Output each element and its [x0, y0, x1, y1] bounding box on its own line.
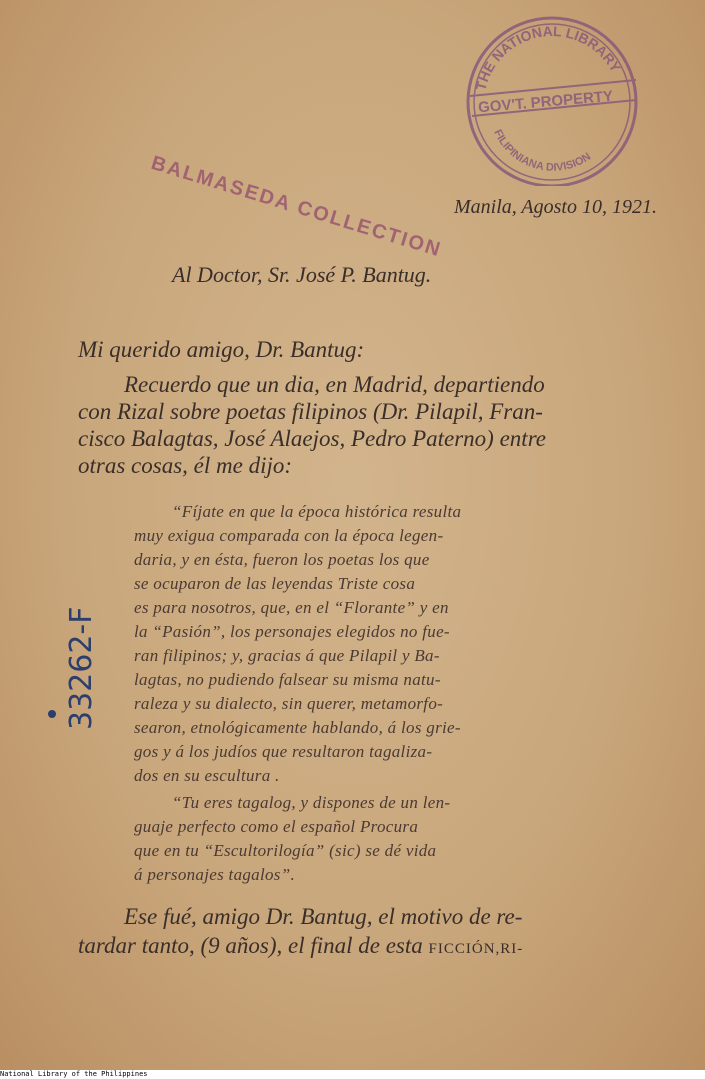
paragraph-line — [78, 933, 523, 959]
paragraph-line: cisco Balagtas, José Alaejos, Pedro Paterno) entre — [78, 426, 546, 451]
library-seal-stamp — [456, 8, 646, 186]
quote-line: ran filipinos; y, gracias á que Pilapil y Ba- — [134, 646, 440, 665]
collection-stamp: BALMASEDA COLLECTION — [148, 152, 445, 262]
quote-line: lagtas, no pudiendo falsear su misma natu- — [134, 670, 441, 689]
quote-line: que en tu “Escultorilogía” (sic) se dé vida — [134, 841, 437, 860]
call-number-annotation: 33262-F — [64, 606, 99, 730]
quote-line: searon, etnológicamente hablando, á los grie- — [134, 718, 461, 737]
paragraph-line: Ese fué, amigo Dr. Bantug, el motivo de re- — [124, 904, 523, 929]
paragraph-line: Recuerdo que un dia, en Madrid, departiendo — [124, 372, 545, 397]
seal-bottom-text: FILIPINIANA DIVISION — [491, 127, 594, 174]
letter-addressee: Al Doctor, Sr. José P. Bantug. — [172, 262, 432, 287]
quote-line: raleza y su dialecto, sin querer, metamorfo- — [134, 694, 444, 713]
quote-line: es para nosotros, que, en el “Florante” y en — [134, 598, 449, 617]
paragraph-line: otras cosas, él me dijo: — [78, 453, 293, 478]
quote-line: “Tu eres tagalog, y dispones de un len- — [172, 793, 451, 812]
paragraph-line: con Rizal sobre poetas filipinos (Dr. Pilapil, Fran- — [78, 399, 543, 424]
quote-line: gos y á los judíos que resultaron tagaliza- — [134, 742, 433, 761]
svg-text:FILIPINIANA DIVISION — [491, 128, 593, 174]
seal-top-text: THE NATIONAL LIBRARY — [472, 22, 625, 93]
seal-middle-text: GOV'T. PROPERTY — [477, 87, 614, 117]
paragraph-text: tardar tanto, (9 años), el final de esta — [78, 933, 423, 958]
letter-date: Manila, Agosto 10, 1921. — [454, 196, 657, 218]
quote-line: se ocuparon de las leyendas Triste cosa — [134, 574, 416, 593]
footer-credit: National Library of the Philippines — [0, 1070, 705, 1079]
quote-line: guaje perfecto como el español Procura — [134, 817, 419, 836]
quote-line: dos en su escultura . — [134, 766, 280, 785]
quote-line: “Fíjate en que la época histórica resulta — [172, 502, 462, 521]
pencil-dot — [48, 710, 56, 718]
small-caps-title: FICCIÓN,RI- — [428, 941, 524, 957]
quote-line: á personajes tagalos”. — [134, 865, 296, 884]
quote-line: muy exigua comparada con la época legen- — [134, 526, 444, 545]
letter-salutation: Mi querido amigo, Dr. Bantug: — [78, 337, 365, 362]
quote-line: daria, y en ésta, fueron los poetas los que — [134, 550, 430, 569]
quote-line: la “Pasión”, los personajes elegidos no fue- — [134, 622, 450, 641]
